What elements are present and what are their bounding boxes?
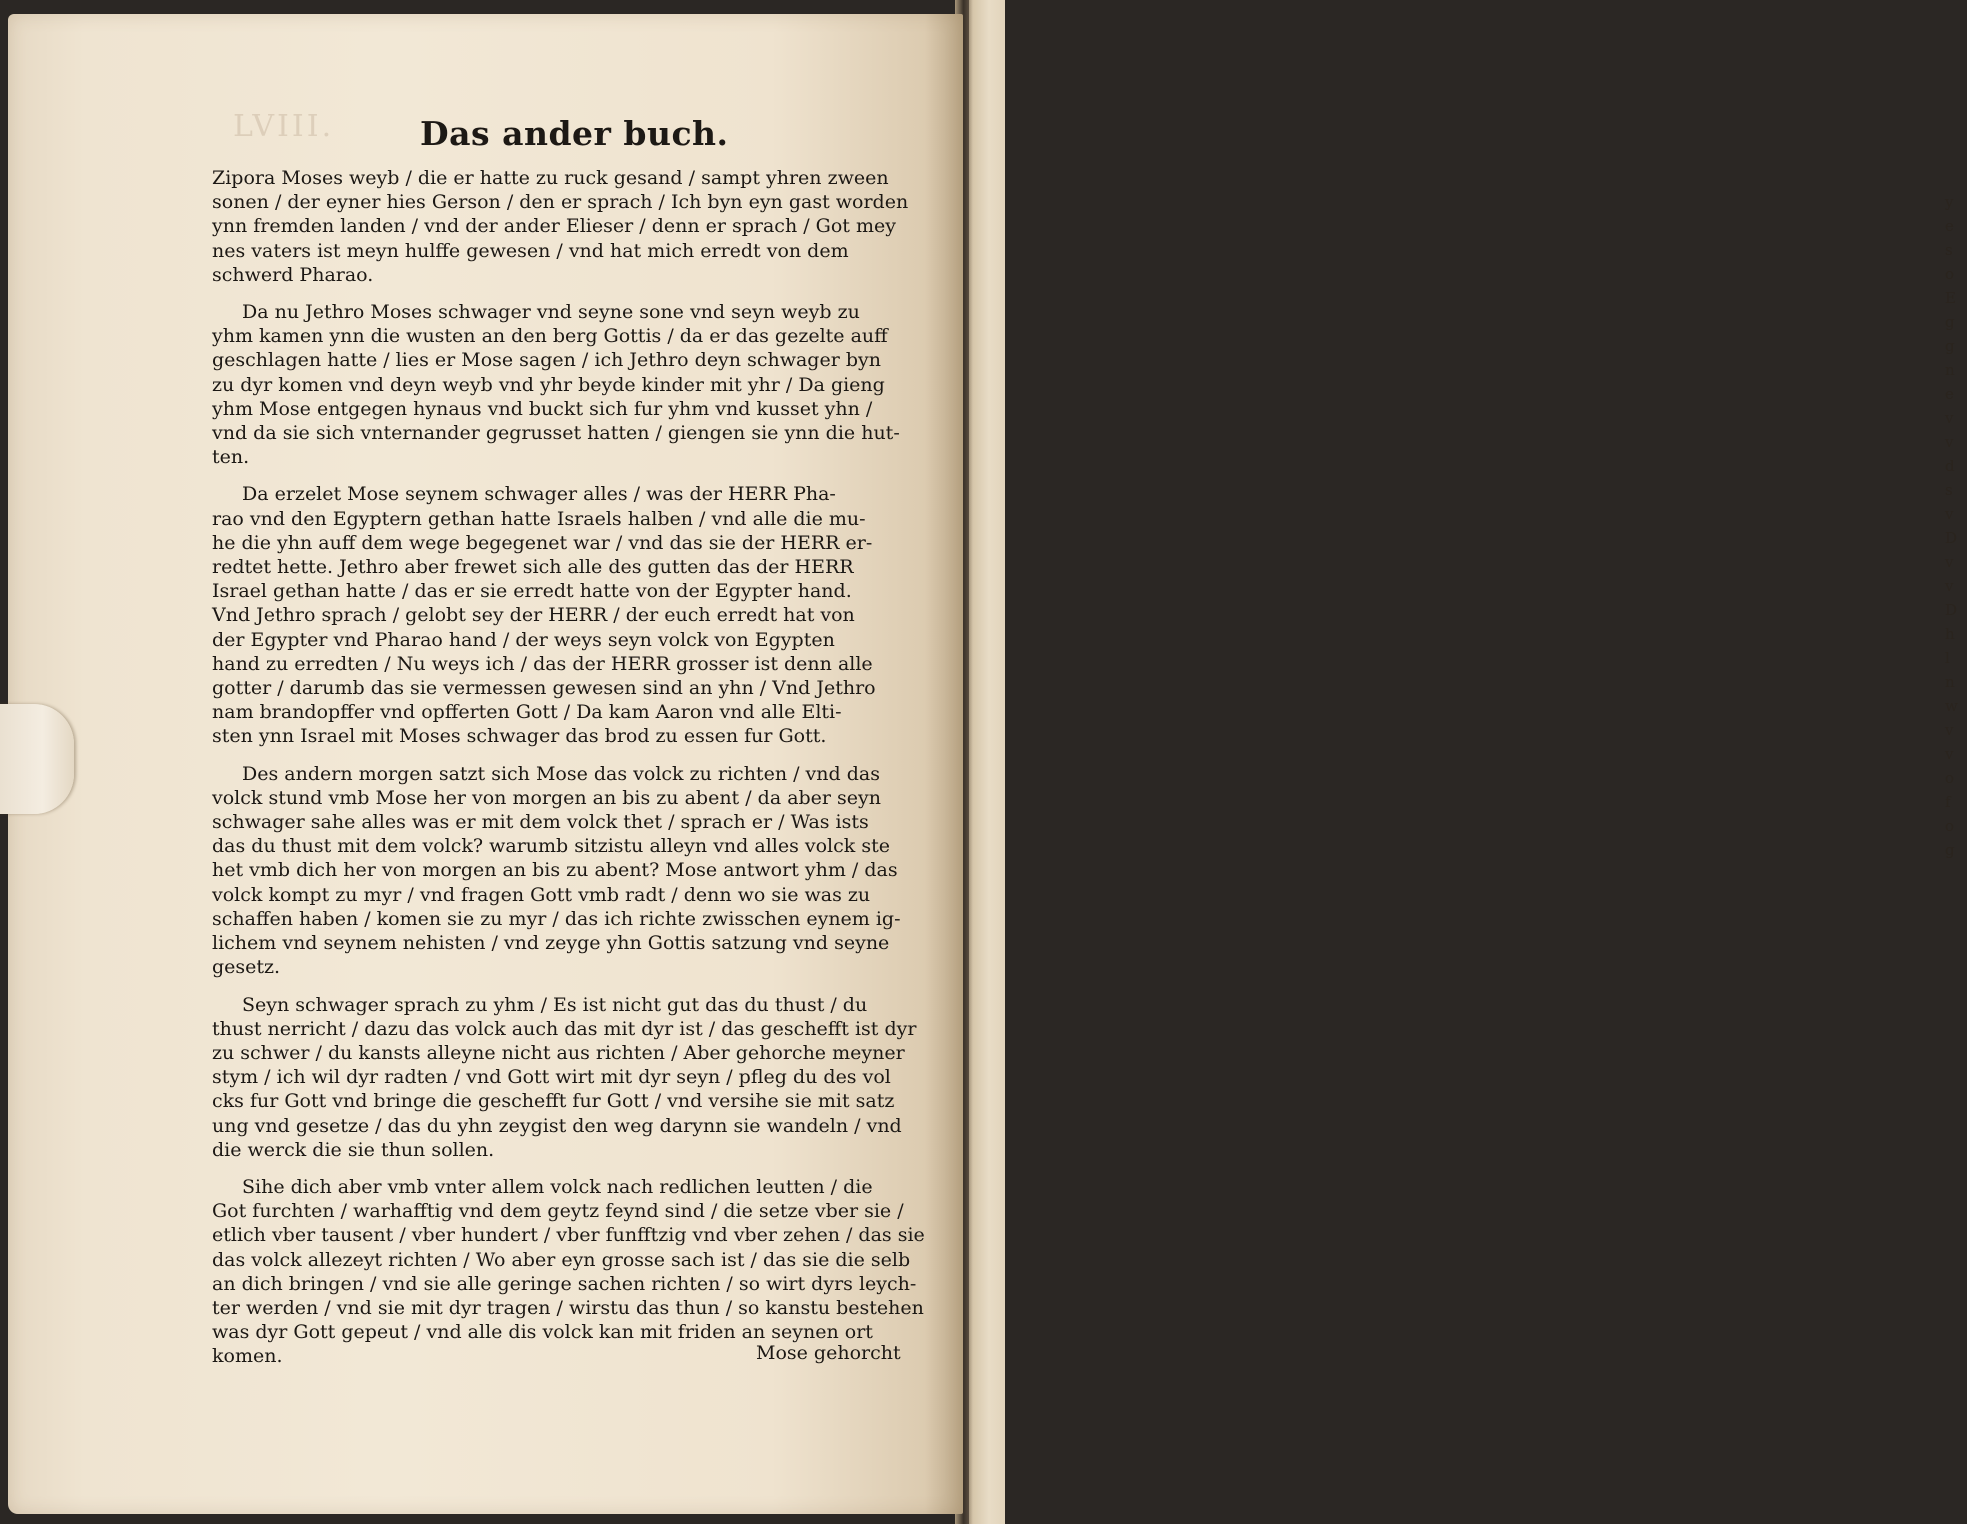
text-line: gotter / darumb das sie vermessen gewesen sind an yhn / Vnd Jethro xyxy=(212,677,876,700)
text-line: etlich vber tausent / vber hundert / vber funfftzig vnd vber zehen / das sie xyxy=(212,1224,925,1247)
page-clip xyxy=(0,704,74,814)
edge-fragment: D xyxy=(1945,529,1958,547)
facing-page-edge xyxy=(965,0,1958,1524)
text-line: schwerd Pharao. xyxy=(212,263,374,286)
paragraph xyxy=(212,482,922,748)
text-line: hand zu erredten / Nu weys ich / das der HERR grosser ist denn alle xyxy=(212,652,873,675)
text-line: ung vnd gesetze / das du yhn zeygist den weg darynn sie wandeln / vnd xyxy=(212,1114,902,1137)
text-line: das volck allezeyt richten / Wo aber eyn grosse sach ist / das sie die selb xyxy=(212,1248,911,1271)
catchword: Mose gehorcht xyxy=(756,1342,901,1364)
edge-fragment: n xyxy=(1945,673,1955,691)
text-line: ter werden / vnd sie mit dyr tragen / wirstu das thun / so kanstu bestehen xyxy=(212,1296,924,1319)
text-line: nam brandopffer vnd opfferten Gott / Da kam Aaron vnd alle Elti- xyxy=(212,701,842,724)
running-head: Das ander buch. xyxy=(420,114,729,153)
edge-fragment: v xyxy=(1945,505,1954,523)
edge-fragment: g xyxy=(1945,841,1955,859)
edge-fragment: y xyxy=(1945,193,1954,211)
edge-fragment: v xyxy=(1945,553,1954,571)
text-line: sten ynn Israel mit Moses schwager das brod zu essen fur Gott. xyxy=(212,725,827,748)
text-line: Got furchten / warhafftig vnd dem geytz feynd sind / die setze vber sie / xyxy=(212,1200,904,1223)
edge-fragment: d xyxy=(1945,457,1955,475)
edge-fragment: n xyxy=(1945,361,1955,379)
edge-fragment: s xyxy=(1945,241,1953,259)
text-line: geschlagen hatte / lies er Mose sagen / ich Jethro deyn schwager byn xyxy=(212,349,881,372)
text-line: redtet hette. Jethro aber frewet sich alle des gutten das der HERR xyxy=(212,556,854,579)
text-line: volck kompt zu myr / vnd fragen Gott vmb radt / denn wo sie was zu xyxy=(212,883,871,906)
text-line: Da nu Jethro Moses schwager vnd seyne sone vnd seyn weyb zu xyxy=(242,301,860,324)
body-text xyxy=(212,166,925,1369)
text-line: zu dyr komen vnd deyn weyb vnd yhr beyde kinder mit yhr / Da gieng xyxy=(212,373,885,396)
text-line: komen. xyxy=(212,1345,283,1368)
edge-fragment: E xyxy=(1945,289,1956,307)
edge-fragment: h xyxy=(1945,625,1955,643)
paragraph xyxy=(212,1175,925,1369)
edge-fragment: v xyxy=(1945,577,1954,595)
show-through-folio: LVIII. xyxy=(233,109,335,144)
text-line: an dich bringen / vnd sie alle geringe sachen richten / so wirt dyrs leych- xyxy=(212,1272,917,1295)
edge-fragment: D xyxy=(1945,601,1958,619)
text-line: Vnd Jethro sprach / gelobt sey der HERR / der euch erredt hat von xyxy=(212,604,855,627)
edge-fragment: o xyxy=(1945,265,1955,283)
text-line: thust nerricht / dazu das volck auch das mit dyr ist / das geschefft ist dyr xyxy=(212,1017,917,1040)
facing-page-text-fragments xyxy=(1945,190,1967,862)
text-line: schaffen haben / komen sie zu myr / das ich richte zwisschen eynem ig- xyxy=(212,907,901,930)
paragraph xyxy=(212,166,922,287)
text-line: nes vaters ist meyn hulffe gewesen / vnd hat mich erredt von dem xyxy=(212,239,849,262)
edge-fragment: e xyxy=(1945,385,1954,403)
paragraph xyxy=(212,300,922,469)
text-line: was dyr Gott gepeut / vnd alle dis volck kan mit friden an seynen ort xyxy=(212,1321,873,1344)
text-line: Zipora Moses weyb / die er hatte zu ruck gesand / sampt yhren zween xyxy=(212,167,889,189)
text-line: vnd da sie sich vnternander gegrusset hatten / giengen sie ynn die hut- xyxy=(212,422,900,445)
text-line: sonen / der eyner hies Gerson / den er sprach / Ich byn eyn gast worden xyxy=(212,191,909,214)
text-line: cks fur Gott vnd bringe die geschefft fur Gott / vnd versihe sie mit satz xyxy=(212,1090,895,1113)
text-line: Israel gethan hatte / das er sie erredt hatte von der Egypter hand. xyxy=(212,580,852,603)
edge-fragment: v xyxy=(1945,409,1954,427)
edge-fragment: v xyxy=(1945,745,1954,763)
text-line: stym / ich wil dyr radten / vnd Gott wirt mit dyr seyn / pfleg du des vol xyxy=(212,1066,891,1089)
text-line: het vmb dich her von morgen an bis zu abent? Mose antwort yhm / das xyxy=(212,859,898,882)
text-line: Seyn schwager sprach zu yhm / Es ist nicht gut das du thust / du xyxy=(242,993,868,1016)
text-line: he die yhn auff dem wege begegenet war / vnd das sie der HERR er- xyxy=(212,531,873,554)
text-line: das du thust mit dem volck? warumb sitzistu alleyn vnd alles volck ste xyxy=(212,835,890,858)
text-line: lichem vnd seynem nehisten / vnd zeyge yhn Gottis satzung vnd seyne xyxy=(212,932,890,955)
edge-fragment: e xyxy=(1945,217,1954,235)
edge-fragment: f xyxy=(1945,793,1951,811)
text-line: ten. xyxy=(212,446,250,469)
book-page xyxy=(8,14,963,1514)
text-line: schwager sahe alles was er mit dem volck thet / sprach er / Was ists xyxy=(212,811,869,834)
text-line: rao vnd den Egyptern gethan hatte Israels halben / vnd alle die mu- xyxy=(212,507,866,530)
edge-fragment: o xyxy=(1945,769,1955,787)
text-line: Des andern morgen satzt sich Mose das volck zu richten / vnd das xyxy=(242,762,880,785)
paragraph xyxy=(212,762,922,980)
text-line: der Egypter vnd Pharao hand / der weys seyn volck von Egypten xyxy=(212,628,835,651)
text-line: yhm Mose entgegen hynaus vnd buckt sich fur yhm vnd kusset yhn / xyxy=(212,397,873,420)
text-line: Sihe dich aber vmb vnter allem volck nach redlichen leutten / die xyxy=(242,1175,873,1198)
edge-fragment: o xyxy=(1945,817,1955,835)
text-line: Da erzelet Mose seynem schwager alles / was der HERR Pha- xyxy=(242,483,836,506)
text-line: die werck die sie thun sollen. xyxy=(212,1138,495,1161)
edge-fragment: w xyxy=(1945,697,1958,715)
text-line: zu schwer / du kansts alleyne nicht aus richten / Aber gehorche meyner xyxy=(212,1041,905,1064)
edge-fragment: v xyxy=(1945,721,1954,739)
edge-fragment: g xyxy=(1945,313,1955,331)
edge-fragment: g xyxy=(1945,337,1955,355)
edge-fragment: l xyxy=(1945,649,1950,667)
text-line: ynn fremden landen / vnd der ander Elieser / denn er sprach / Got mey xyxy=(212,215,896,238)
text-line: volck stund vmb Mose her von morgen an bis zu abent / da aber seyn xyxy=(212,786,882,809)
edge-fragment: v xyxy=(1945,433,1954,451)
text-line: yhm kamen ynn die wusten an den berg Gottis / da er das gezelte auff xyxy=(212,325,888,348)
text-line: gesetz. xyxy=(212,956,281,979)
edge-fragment: s xyxy=(1945,481,1953,499)
paragraph xyxy=(212,993,922,1162)
